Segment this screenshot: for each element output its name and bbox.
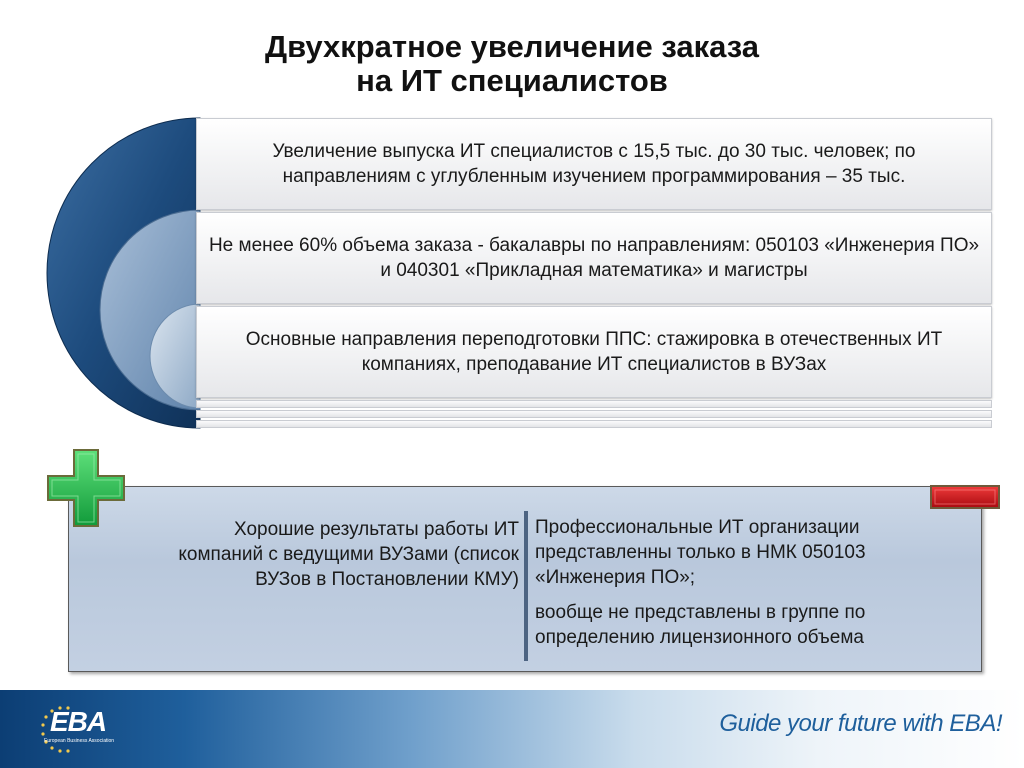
slide-title [0,30,1024,98]
outer-arc [47,118,200,428]
pros-text: Хорошие результаты работы ИТ компаний с ведущими ВУЗами (список ВУЗов в Постановлении КМУ) [178,519,519,590]
inner-arc [150,304,200,408]
stack-strip [196,420,992,428]
info-row-2-text: Не менее 60% объема заказа - бакалавры по направлениям: 050103 «Инженерия ПО» и 040301 «Прикладная математика» и магистры [208,235,980,281]
footer-bar [0,690,1024,768]
cons-text-2: вообще не представлены в группе по определению лицензионного объема [535,602,866,648]
info-row-3 [196,306,992,398]
title-line-2: на ИТ специалистов [356,63,668,98]
middle-arc [100,210,200,410]
cons-text-block [535,515,955,660]
eba-logo-subtitle: European Business Association [44,738,115,744]
title-line-1: Двухкратное увеличение заказа [265,29,759,64]
panel-divider [524,511,528,661]
info-row-2 [196,212,992,304]
info-row-1-text: Увеличение выпуска ИТ специалистов с 15,5 тыс. до 30 тыс. человек; по направлениям с углубленным изучением программирования – 35 тыс. [272,141,916,187]
pros-cons-panel [68,486,982,672]
plus-icon [46,448,126,528]
eba-logo: EBA [50,706,107,737]
info-row-3-text: Основные направления переподготовки ППС: стажировка в отечественных ИТ компаниях, преподавание ИТ специалистов в ВУЗах [245,329,943,375]
stack-strip [196,410,992,418]
minus-icon [930,485,1000,509]
info-row-1 [196,118,992,210]
stack-strip [196,400,992,408]
cons-text-1: Профессиональные ИТ организации представленны только в НМК 050103 «Инженерия ПО»; [535,517,866,588]
footer-slogan: Guide your future with EBA! [719,710,1002,737]
